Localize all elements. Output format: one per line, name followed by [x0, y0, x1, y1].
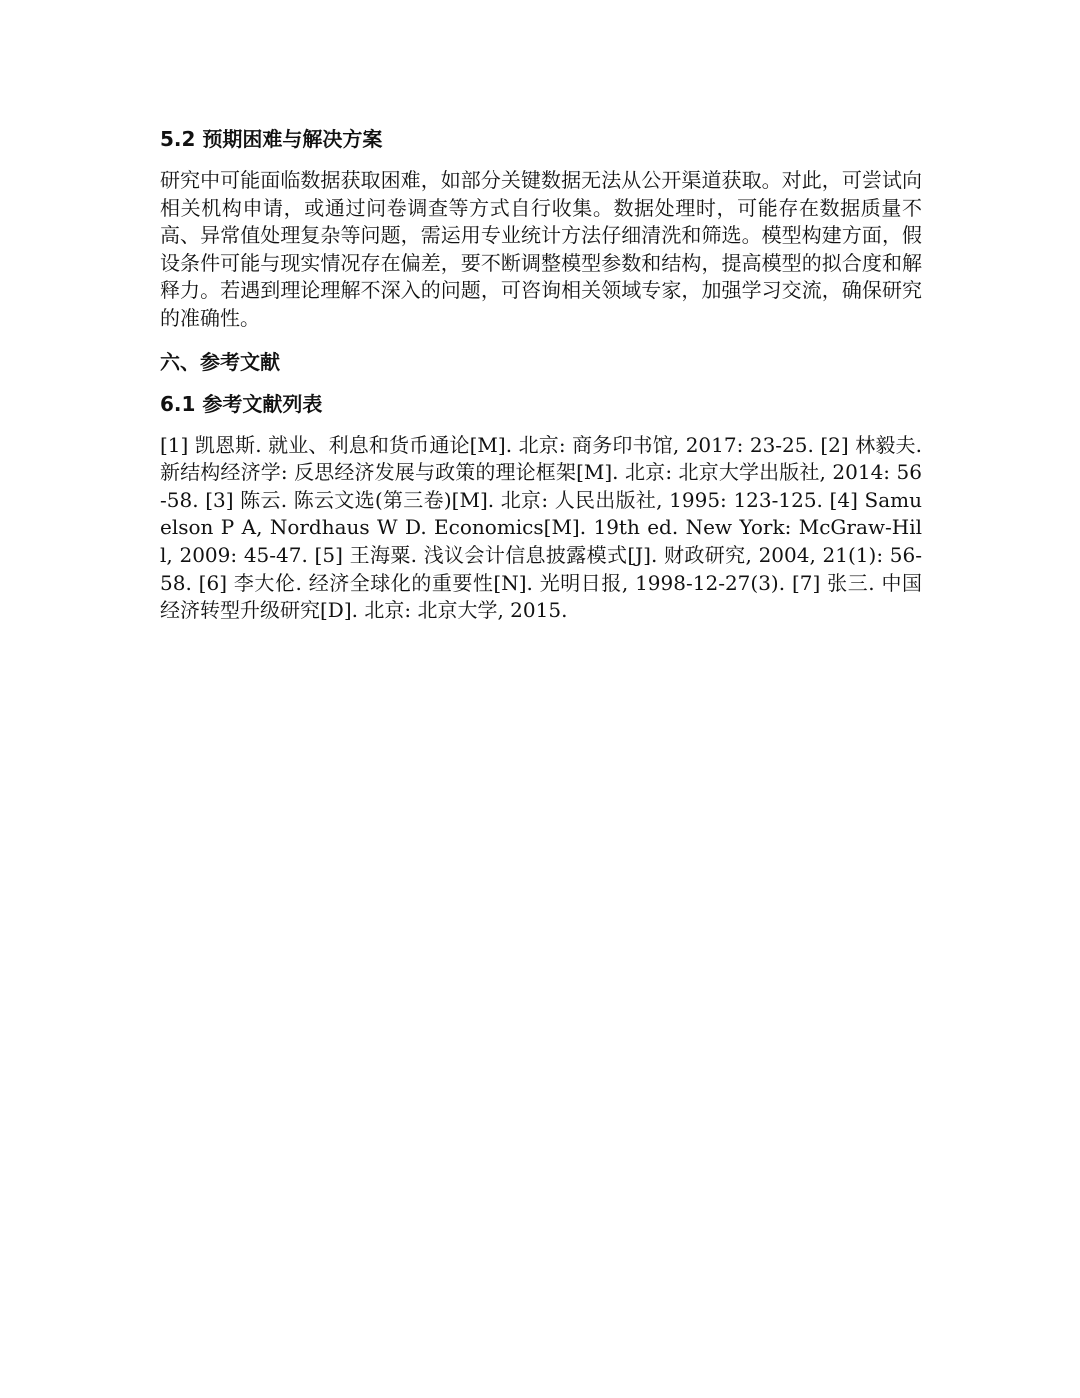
- section-heading-6-1: 6.1 参考文献列表: [160, 391, 323, 416]
- reference-list: [1] 凯恩斯. 就业、利息和货币通论[M]. 北京: 商务印书馆, 2017: 23-25. [2] 林毅夫. 新结构经济学: 反思经济发展与政策的理论框架[M]. 北京: 北京大学出版社, 2014: 56-58. [3] 陈云. 陈云文选(第三卷)[M]. 北京: 人民出版社, 1995: 123-125. [4] Samuelson P A, Nordhaus W D. Economics[M]. 19th ed. New York: McGraw-Hill, 2009: 45-47. [5] 王海粟. 浅议会计信息披露模式[J]. 财政研究, 2004, 21(1): 56-58. [6] 李大伦. 经济全球化的重要性[N]. 光明日报, 1998-12-27(3). [7] 张三. 中国经济转型升级研究[D]. 北京: 北京大学, 2015.: [160, 432, 922, 623]
- section-heading-6: 六、参考文献: [160, 349, 280, 374]
- section-heading-5-2: 5.2 预期困难与解决方案: [160, 127, 383, 151]
- document-content: [160, 124, 922, 625]
- section-5-2-paragraph: 研究中可能面临数据获取困难，如部分关键数据无法从公开渠道获取。对此，可尝试向相关机构申请，或通过问卷调查等方式自行收集。数据处理时，可能存在数据质量不高、异常值处理复杂等问题，需运用专业统计方法仔细清洗和筛选。模型构建方面，假设条件可能与现实情况存在偏差，要不断调整模型参数和结构，提高模型的拟合度和解释力。若遇到理论理解不深入的问题，可咨询相关领域专家，加强学习交流，确保研究的准确性。: [160, 168, 922, 330]
